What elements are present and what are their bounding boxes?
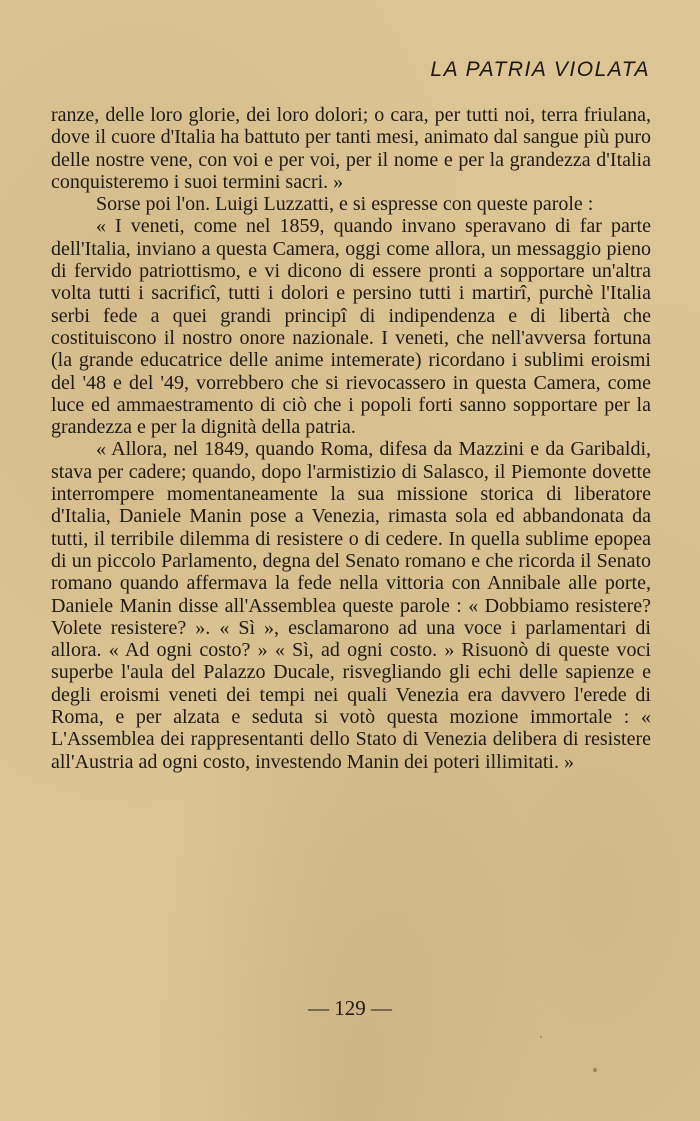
paragraph-manin-speech: « Allora, nel 1849, quando Roma, difesa da Mazzini e da Garibaldi, stava per cadere; quando, dopo l'armistizio di Salasco, il Piemonte dovette interrompere momentaneamente la sua missione storica di liberatore d'Italia, Daniele Manin pose a Venezia, rimasta sola ed abbandonata da tutti, il terribile dilemma di resistere o di cedere. In quella sublime epopea di un piccolo Parlamento, degna del Senato romano e che ricorda il Senato romano quando affermava la fede nella vittoria con Annibale alle porte, Daniele Manin disse all'Assemblea queste parole : « Dobbiamo resistere? Volete resistere? ». « Sì », esclamarono ad una voce i parlamentari di allora. « Ad ogni costo? » « Sì, ad ogni costo. » Risuonò di queste voci superbe l'aula del Palazzo Ducale, risvegliando gli echi delle sapienze e degli eroismi veneti dei tempi nei quali Venezia era davvero l'erede di Roma, e per alzata e seduta si votò questa mozione immortale : « L'Assemblea dei rappresentanti dello Stato di Venezia delibera di resistere all'Austria ad ogni costo, investendo Manin dei poteri illimitati. » <box>51 438 651 773</box>
running-title: LA PATRIA VIOLATA <box>430 58 650 81</box>
paragraph-luzzatti-intro: Sorse poi l'on. Luigi Luzzatti, e si espresse con queste parole : <box>96 193 594 216</box>
page-number: — 129 — <box>308 996 392 1020</box>
paragraph-continuation: ranze, delle loro glorie, dei loro dolori; o cara, per tutti noi, terra friulana, dove il cuore d'Italia ha battuto per tanti mesi, animato dal sangue più puro delle nostre vene, con voi e per voi, per il nome e per la grandezza d'Italia conquisteremo i suoi termini sacri. » <box>51 104 651 193</box>
paper-speck <box>593 1068 597 1072</box>
paper-speck <box>540 1036 542 1038</box>
paragraph-veneti-speech: « I veneti, come nel 1859, quando invano speravano di far parte dell'Italia, inviano a questa Camera, oggi come allora, un messaggio pieno di fervido patriottismo, e vi dicono di essere pronti a sopportare un'altra volta tutti i sacrificî, tutti i dolori e persino tutti i martirî, purchè l'Italia serbi fede a quei grandi principî di indipendenza e di libertà che costituiscono il nostro onore nazionale. I veneti, che nell'avversa fortuna (la grande educatrice delle anime intemerate) ricordano i sublimi eroismi del '48 e del '49, vorrebbero che si rievocassero in questa Camera, come luce ed ammaestramento di ciò che i popoli forti sanno sopportare per la grandezza e per la dignità della patria. <box>51 215 651 439</box>
body-text <box>51 104 651 773</box>
